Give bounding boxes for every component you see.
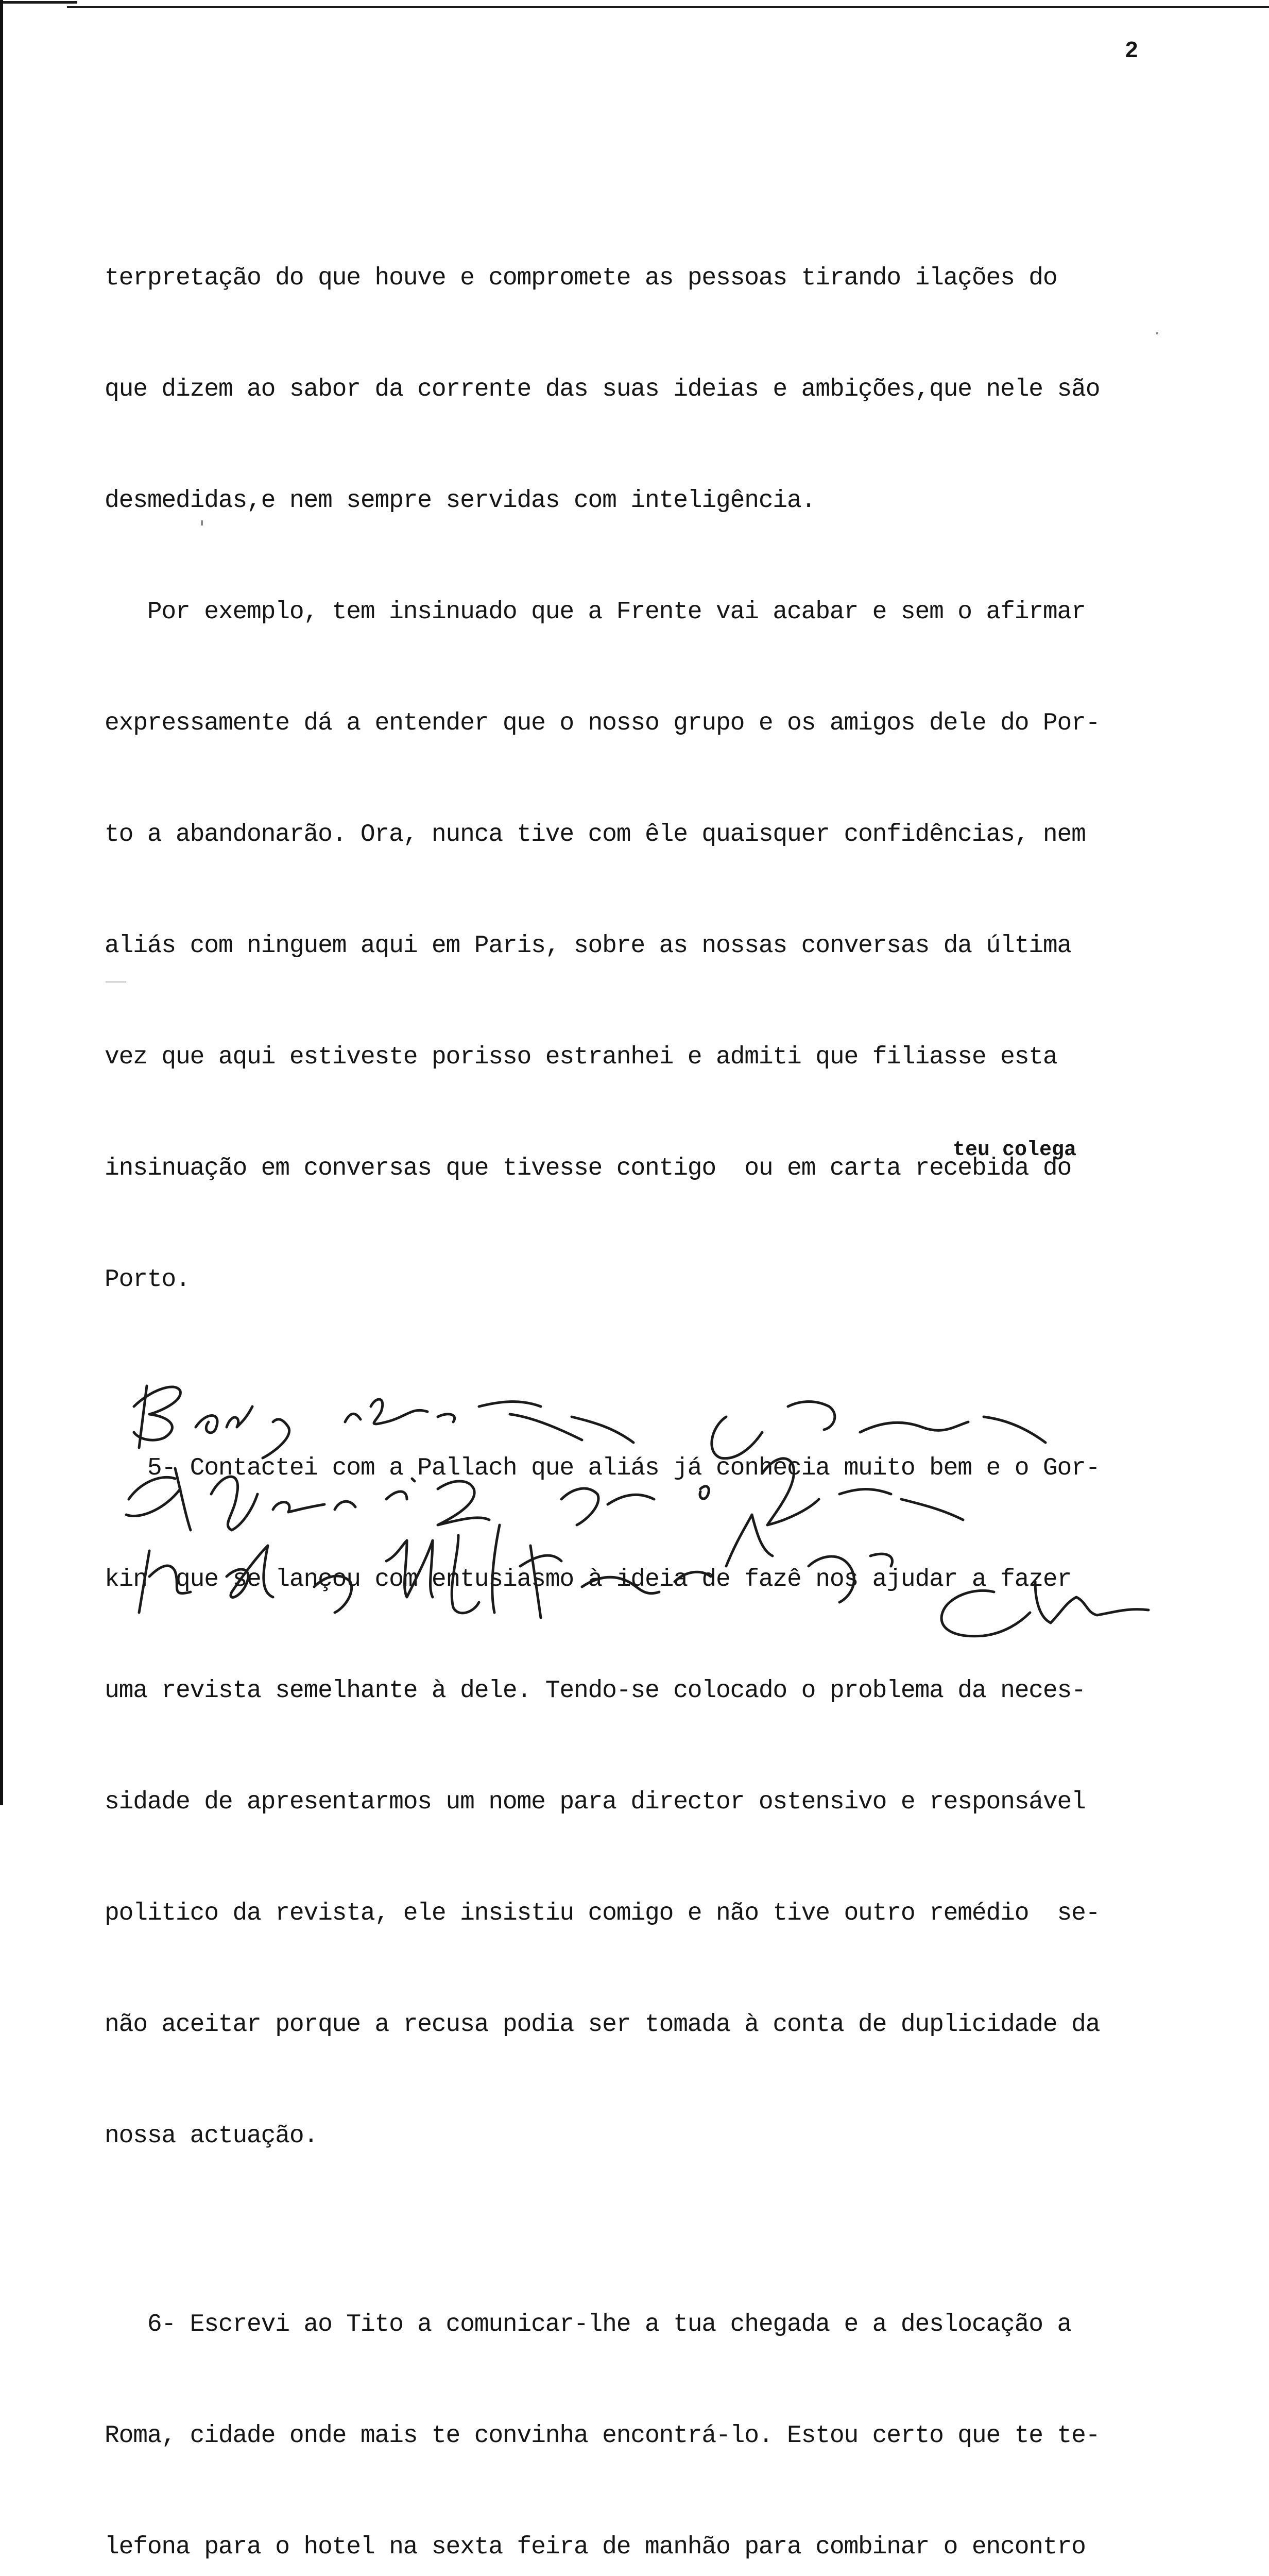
text-line: não aceitar porque a recusa podia ser tomada à conta de duplicidade da	[105, 2011, 1100, 2039]
page-number: 2	[1125, 37, 1138, 62]
text-line: 6- Escrevi ao Tito a comunicar-lhe a tua chegada e a deslocação a	[105, 2311, 1072, 2338]
text-line: politico da revista, ele insistiu comigo e não tive outro remédio se-	[105, 1900, 1100, 1927]
text-line: Por exemplo, tem insinuado que a Frente vai acabar e sem o afirmar	[105, 598, 1086, 626]
text-line: insinuação em conversas que tivesse contigo ou em carta recebida do	[105, 1155, 1072, 1182]
text-line: Roma, cidade onde mais te convinha encontrá-lo. Estou certo que te te-	[105, 2422, 1100, 2450]
text-line: aliás com ninguem aqui em Paris, sobre as nossas conversas da última	[105, 932, 1072, 960]
text-line: sidade de apresentarmos um nome para director ostensivo e responsável	[105, 1788, 1086, 1816]
text-line: 5- Contactei com a Pallach que aliás já conhecia muito bem e o Gor-	[105, 1454, 1100, 1482]
text-line: que dizem ao sabor da corrente das suas ideias e ambições,que nele são	[105, 376, 1100, 403]
text-line: to a abandonarão. Ora, nunca tive com êle quaisquer confidências, nem	[105, 821, 1086, 849]
handwritten-signature	[118, 1370, 1190, 1659]
scan-mark	[201, 520, 203, 526]
border-mark	[0, 1, 77, 4]
page-border-left	[0, 0, 3, 1805]
text-line: terpretação do que houve e compromete as pessoas tirando ilações do	[105, 264, 1057, 292]
text-line: desmedidas,e nem sempre servidas com inteligência.	[105, 487, 816, 515]
scan-mark	[106, 981, 126, 982]
text-line: Porto.	[105, 1266, 190, 1294]
page-border-top	[0, 0, 1269, 8]
text-line: lefona para o hotel na sexta feira de manhão para combinar o encontro	[105, 2533, 1086, 2561]
scan-mark	[1156, 332, 1158, 334]
text-line: expressamente dá a entender que o nosso grupo e os amigos dele do Por-	[105, 709, 1100, 737]
typed-annotation: teu colega	[953, 1139, 1077, 1162]
text-line: vez que aqui estiveste porisso estranhei e admiti que filiasse esta	[105, 1043, 1057, 1071]
text-line: kin que se lançou com entusiasmo à ideia de fazê nos ajudar a fazer	[105, 1566, 1072, 1594]
text-line: uma revista semelhante à dele. Tendo-se colocado o problema da neces-	[105, 1677, 1086, 1705]
text-line: nossa actuação.	[105, 2122, 318, 2150]
border-line	[67, 6, 1269, 8]
